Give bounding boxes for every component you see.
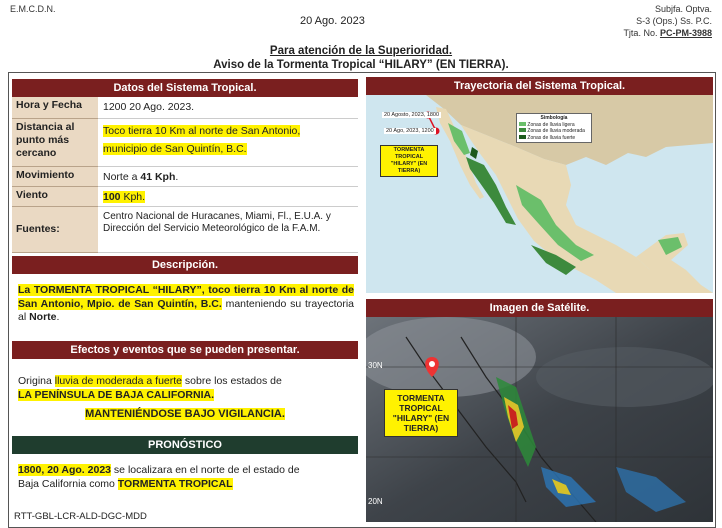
forecast-text [18, 463, 356, 491]
row-hora [12, 97, 358, 119]
tjta-label: Tjta. No. [623, 28, 658, 38]
description-suffix: . [56, 311, 60, 323]
wind-unit: Kph. [120, 191, 146, 203]
row-value: 1200 20 Ago. 2023. [98, 97, 358, 119]
tjta-line [623, 28, 712, 38]
trajectory-callout: TORMENTA TROPICAL "HILARY" (EN TIERRA) [380, 145, 438, 177]
distance-line1: Toco tierra 10 Km al norte de San Antonio, [103, 125, 301, 137]
org-label: E.M.C.D.N. [10, 4, 56, 14]
row-viento [12, 187, 358, 207]
forecast-a: se localizara en el norte de el estado de [111, 464, 300, 476]
movement-prefix: Norte a [103, 171, 141, 183]
movement-speed: 41 Kph [140, 171, 176, 183]
vigilance-line [12, 408, 358, 420]
row-value [98, 187, 358, 207]
movement-suffix: . [175, 171, 179, 183]
row-value: Centro Nacional de Huracanes, Miami, Fl., E.U.A. y Dirección del Servicio Meteorológico de la F.A.M. [98, 207, 358, 253]
footer-code: RTT-GBL-LCR-ALD-DGC-MDD [14, 511, 147, 522]
row-label: Movimiento [12, 167, 98, 187]
description-highlight: La TORMENTA TROPICAL “HILARY”, toco tierra 10 Km al norte de San Antonio, Mpio. de San Quintín, B.C. [18, 284, 354, 310]
tjta-number: PC-PM-3988 [659, 28, 712, 38]
description-direction: Norte [29, 311, 57, 323]
forecast-b: Baja California como [18, 478, 118, 490]
distance-line2: municipio de San Quintín, B.C. [103, 143, 247, 155]
effects-region: LA PENÍNSULA DE BAJA CALIFORNIA. [18, 389, 215, 401]
effects-text [18, 374, 354, 402]
satellite-image [366, 317, 713, 522]
legend-item: Zonas de lluvia fuerte [519, 135, 589, 142]
satellite-bar: Imagen de Satélite. [366, 299, 713, 317]
row-value [98, 167, 358, 187]
wind-speed: 100 [103, 191, 121, 203]
vigilance-text: MANTENIÉNDOSE BAJO VIGILANCIA. [85, 408, 285, 420]
legend-title: Simbología [540, 115, 568, 121]
notice-title: Aviso de la Tormenta Tropical “HILARY” (EN TIERRA). [213, 59, 509, 71]
legend-item: Zonas de lluvia ligera [519, 122, 589, 129]
row-distancia [12, 119, 358, 167]
satellite-callout: TORMENTA TROPICAL "HILARY" (EN TIERRA) [384, 389, 458, 437]
row-label: Fuentes: [12, 207, 98, 253]
forecast-bar: PRONÓSTICO [12, 436, 358, 454]
description-text [18, 284, 354, 325]
row-label: Hora y Fecha [12, 97, 98, 119]
lat-bottom: 20N [368, 497, 383, 506]
point2-label: 20 Ago, 2023, 1200 [386, 128, 434, 134]
attention-title: Para atención de la Superioridad. [269, 45, 453, 57]
effects-b: sobre los estados de [182, 375, 282, 387]
description-bar: Descripción. [12, 256, 358, 274]
document-date: 20 Ago. 2023 [300, 15, 365, 27]
lat-top: 30N [368, 361, 383, 370]
row-movimiento [12, 167, 358, 187]
point1-label: 20 Agosto, 2023, 1800 [384, 112, 440, 118]
effects-a: Origina [18, 375, 55, 387]
row-label: Distancia al punto más cercano [12, 119, 98, 167]
legend-item: Zonas de lluvia moderada [519, 128, 589, 135]
system-data-bar: Datos del Sistema Tropical. [12, 79, 358, 97]
effects-bar: Efectos y eventos que se pueden presentar. [12, 341, 358, 359]
trajectory-map [366, 95, 713, 293]
cloud-band [536, 347, 713, 407]
trajectory-bar: Trayectoria del Sistema Tropical. [366, 77, 713, 95]
description-rest: manteniendo su trayectoria al [18, 297, 355, 323]
system-data-table [12, 97, 358, 253]
forecast-type: TORMENTA TROPICAL [117, 478, 233, 490]
row-label: Viento [12, 187, 98, 207]
subjfa-label: Subjfa. Optva. [654, 4, 712, 14]
effects-rain: lluvia de moderada a fuerte [54, 375, 183, 387]
forecast-time: 1800, 20 Ago. 2023 [18, 464, 112, 476]
legend [516, 113, 592, 143]
row-value [98, 119, 358, 167]
row-fuentes [12, 207, 358, 253]
section-label: S-3 (Ops.) Ss. P.C. [636, 16, 712, 26]
